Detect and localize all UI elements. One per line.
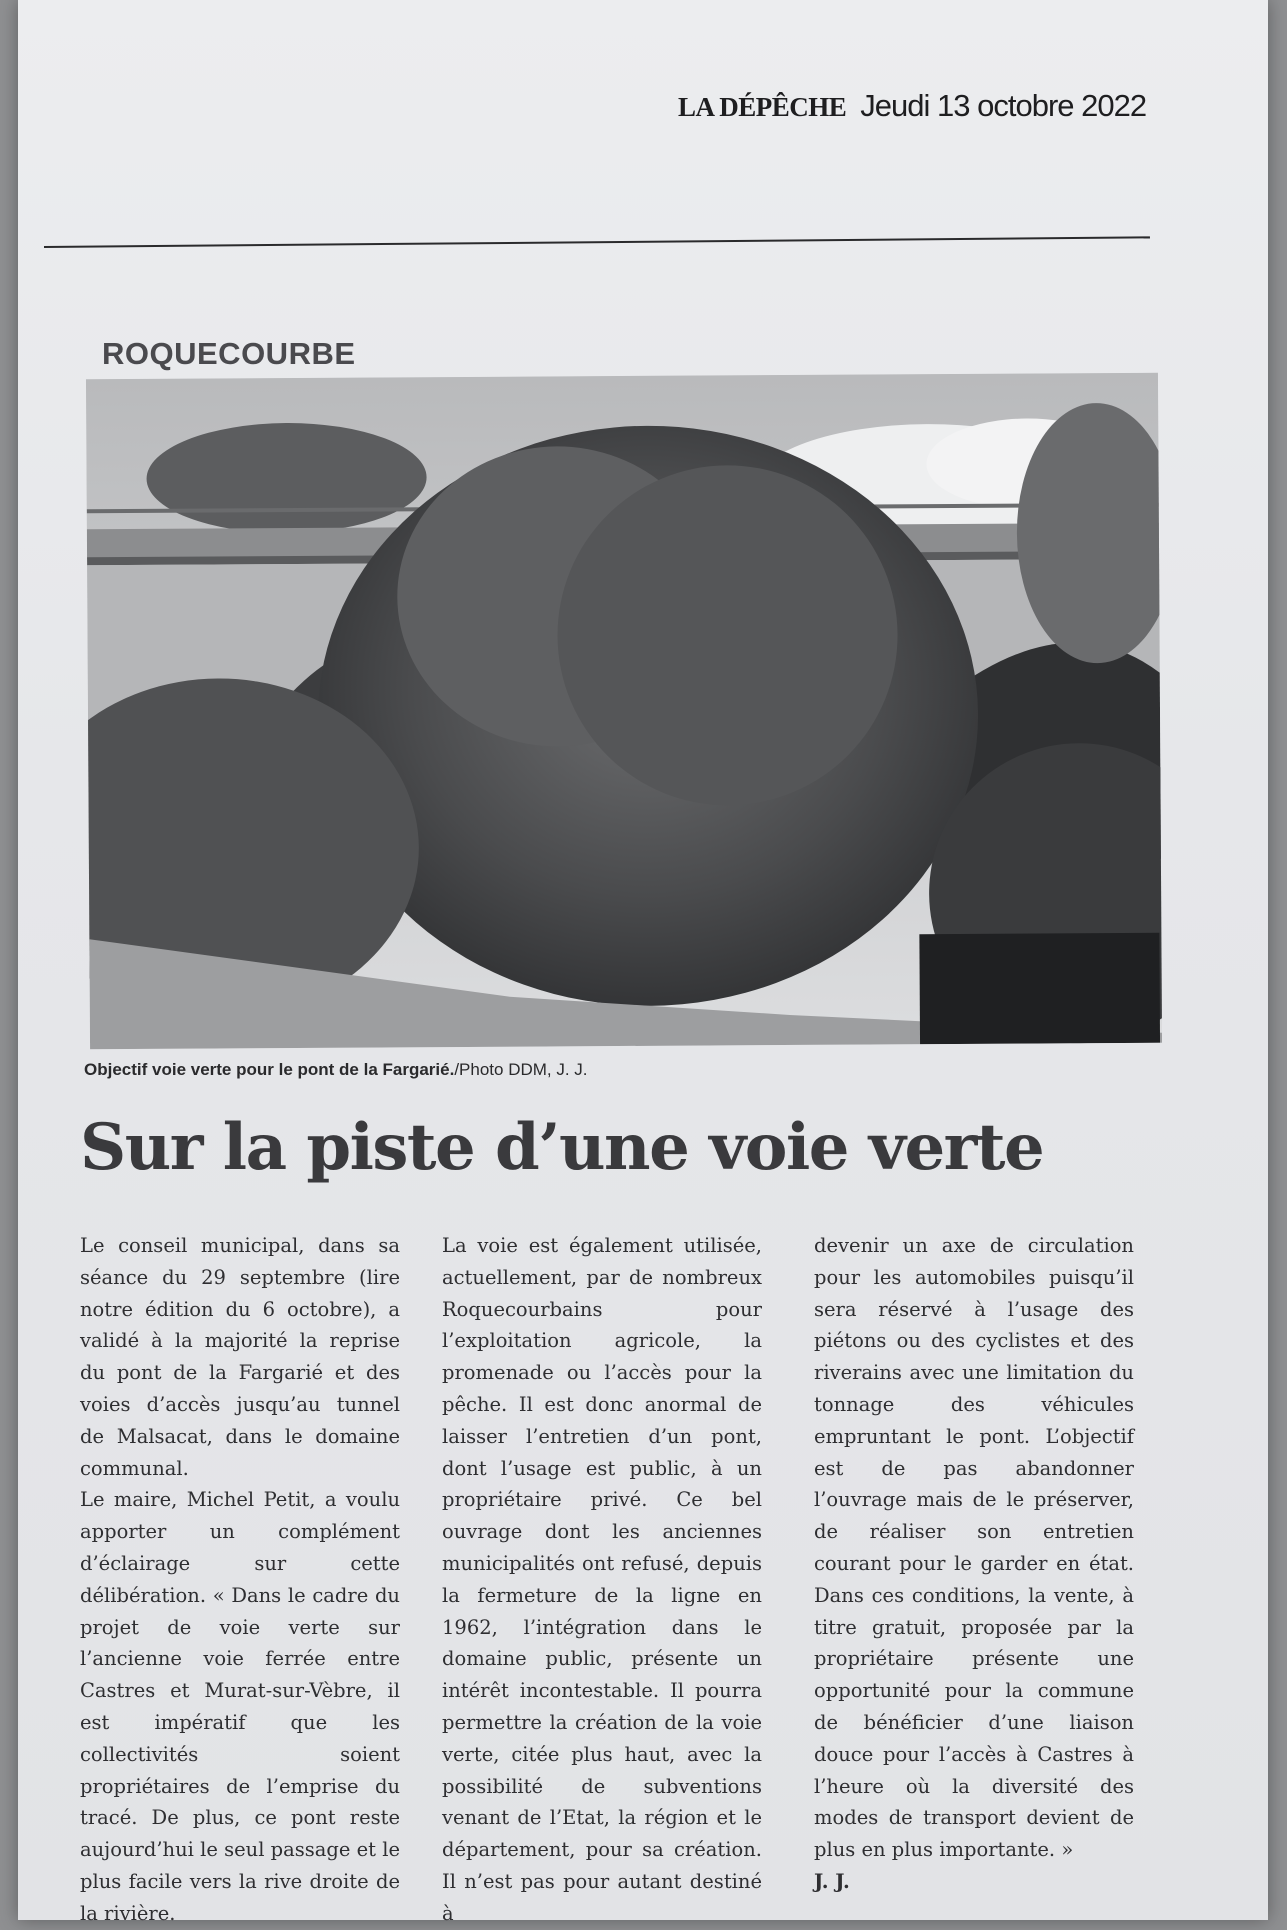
masthead — [678, 88, 1146, 124]
author-signature: J. J. — [814, 1869, 850, 1893]
article-column-3 — [814, 1230, 1134, 1898]
section-rubric: ROQUECOURBE — [102, 336, 356, 371]
paragraph: La voie est également utilisée, actuellement, par de nombreux Roquecourbains pour l’exploitation agricole, la promenade ou l’accès pour la pêche. Il est donc anormal de laisser l’entretien d’un pont, dont l’usage est public, à un propriétaire privé. Ce bel ouvrage dont les anciennes municipalités ont refusé, depuis la fermeture de la ligne en 1962, l’intégration dans le domaine public, présente un intérêt incontestable. Il pourra permettre la création de la voie verte, citée plus haut, avec la possibilité de subventions venant de l’Etat, la région et le département, pour sa création. Il n’est pas pour autant destiné à — [442, 1234, 762, 1925]
bridge-photo-illustration — [86, 373, 1162, 1050]
caption-text: Objectif voie verte pour le pont de la Fargarié. — [84, 1060, 455, 1079]
bridge-photo — [86, 373, 1162, 1050]
paragraph: Le maire, Michel Petit, a voulu apporter un complément d’éclairage sur cette délibération. « Dans le cadre du projet de voie verte sur l’ancienne voie ferrée entre Castres et Murat-sur-Vèbre, il est impératif que les collectivités soient propriétaires de l’emprise du tracé. De plus, ce pont reste aujourd’hui le seul passage et le plus facile vers la rive droite de la rivière. — [80, 1488, 400, 1925]
issue-date: Jeudi 13 octobre 2022 — [860, 88, 1147, 123]
newspaper-name: LA DÉPÊCHE — [678, 92, 847, 122]
paragraph: Le conseil municipal, dans sa séance du 29 septembre (lire notre édition du 6 octobre), a validé à la majorité la reprise du pont de la Fargarié et des voies d’accès jusqu’au tunnel de Malsacat, dans le domaine communal. — [80, 1234, 400, 1480]
article-column-2 — [442, 1230, 762, 1930]
article-headline: Sur la piste d’une voie verte — [80, 1110, 1044, 1185]
article-column-1 — [80, 1230, 400, 1930]
paragraph: devenir un axe de circulation pour les automobiles puisqu’il sera réservé à l’usage des piétons ou des cyclistes et des riverains avec une limitation du tonnage des véhicules empruntant le pont. L’objectif est de pas abandonner l’ouvrage mais de le préserver, de réaliser son entretien courant pour le garder en état. Dans ces conditions, la vente, à titre gratuit, proposée par la propriétaire présente une opportunité pour la commune de bénéficier d’une liaison douce pour l’accès à Castres à l’heure où la diversité des modes de transport devient de plus en plus importante. » — [814, 1234, 1134, 1862]
photo-credit: /Photo DDM, J. J. — [454, 1060, 588, 1079]
header-rule — [44, 236, 1150, 248]
newspaper-page — [18, 0, 1268, 1925]
photo-caption — [84, 1060, 588, 1080]
